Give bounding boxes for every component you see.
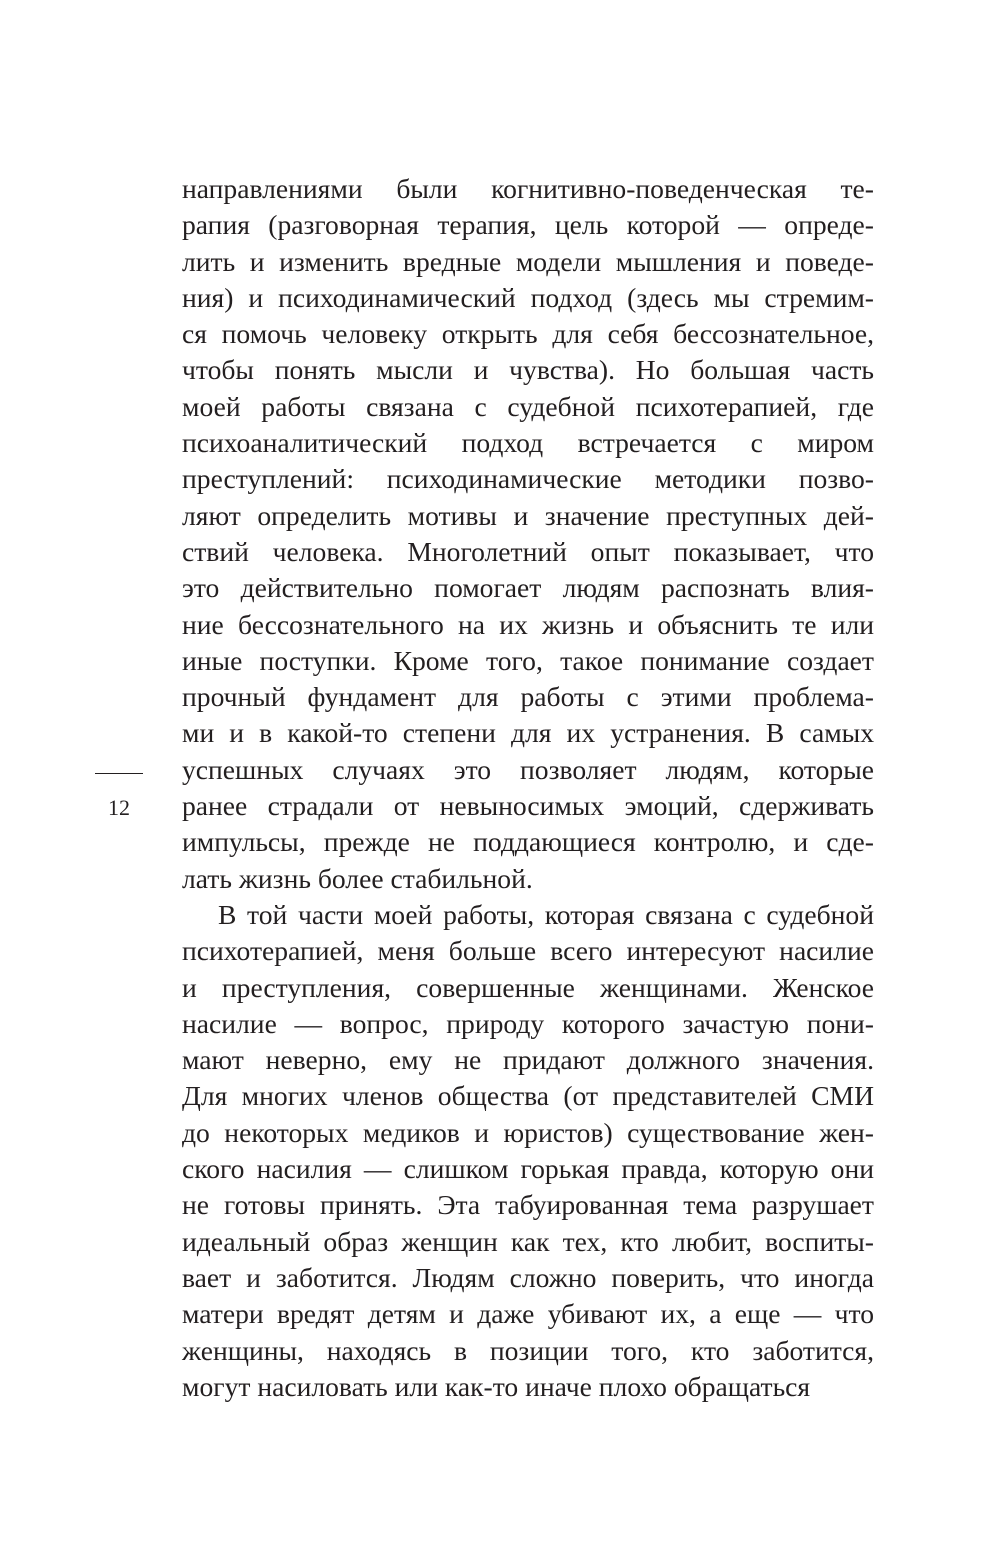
text-line: лать жизнь более стабильной. <box>182 862 533 894</box>
page-number-rule <box>95 773 143 774</box>
text-line: ми и в какой-то степени для их устранения. В самых <box>182 717 874 749</box>
text-line: В той части моей работы, которая связана с судебной <box>218 898 874 930</box>
text-line: преступлений: психодинамические методики позво- <box>182 463 874 495</box>
text-line: могут насиловать или как-то иначе плохо обращаться <box>182 1370 811 1402</box>
text-line: это действительно помогает людям распознать влия- <box>182 572 874 604</box>
text-line: матери вредят детям и даже убивают их, а еще — что <box>182 1298 874 1330</box>
text-line: чтобы понять мысли и чувства). Но большая часть <box>182 354 874 386</box>
text-line: лить и изменить вредные модели мышления и поведе- <box>182 245 874 277</box>
text-line: не готовы принять. Эта табуированная тема разрушает <box>182 1189 874 1221</box>
text-line: идеальный образ женщин как тех, кто любит, воспиты- <box>182 1225 874 1257</box>
text-line: моей работы связана с судебной психотерапией, где <box>182 390 874 422</box>
text-line: ния) и психодинамический подход (здесь мы стремим- <box>182 281 874 313</box>
text-line: ского насилия — слишком горькая правда, которую они <box>182 1153 874 1185</box>
text-line: ся помочь человеку открыть для себя бессознательное, <box>182 318 874 350</box>
text-line: ствий человека. Многолетний опыт показывает, что <box>182 535 874 567</box>
text-line: психоаналитический подход встречается с миром <box>182 427 874 459</box>
text-line: вает и заботится. Людям сложно поверить, что иногда <box>182 1261 874 1293</box>
text-line: ние бессознательного на их жизнь и объяснить те или <box>182 608 874 640</box>
text-line: женщины, находясь в позиции того, кто заботится, <box>182 1334 874 1366</box>
text-line: успешных случаях это позволяет людям, которые <box>182 753 874 785</box>
text-line: импульсы, прежде не поддающиеся контролю, и сде- <box>182 826 874 858</box>
text-line: насилие — вопрос, природу которого зачастую пони- <box>182 1007 874 1039</box>
text-line: рапия (разговорная терапия, цель которой — опреде- <box>182 209 874 241</box>
text-line: направлениями были когнитивно-поведенческая те- <box>182 173 874 204</box>
text-line: до некоторых медиков и юристов) существование жен- <box>182 1116 874 1148</box>
body-text <box>182 171 874 1405</box>
text-line: психотерапией, меня больше всего интересуют насилие <box>182 935 874 967</box>
text-line: прочный фундамент для работы с этими проблема- <box>182 681 874 713</box>
text-line: иные поступки. Кроме того, такое понимание создает <box>182 644 874 676</box>
text-line: и преступления, совершенные женщинами. Женское <box>182 971 874 1003</box>
text-line: Для многих членов общества (от представителей СМИ <box>182 1080 874 1112</box>
page-number: 12 <box>108 795 130 820</box>
text-line: ляют определить мотивы и значение преступных дей- <box>182 499 874 531</box>
text-line: мают неверно, ему не придают должного значения. <box>182 1044 874 1076</box>
paragraph-2 <box>182 897 874 1405</box>
paragraph-1 <box>182 171 874 897</box>
text-line: ранее страдали от невыносимых эмоций, сдерживать <box>182 790 874 822</box>
